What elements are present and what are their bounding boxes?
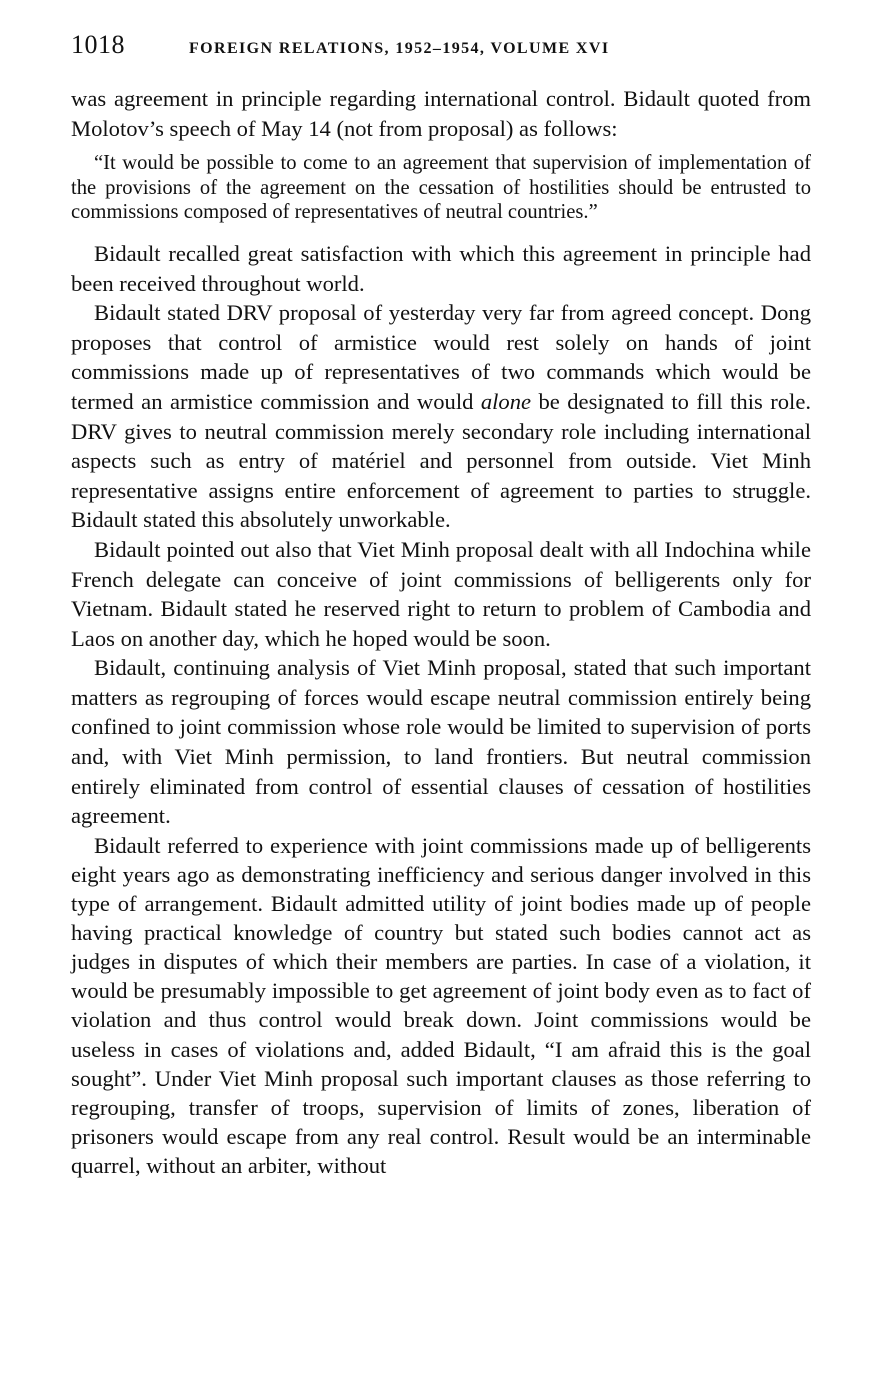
page-header: [71, 30, 811, 72]
paragraph-3-italic: alone: [480, 388, 532, 414]
block-quote: “It would be possible to come to an agreement that supervision of implementation of the provisions of the agreement on the cessation of hostilities should be entrusted to commissions composed of representatives of neutral countries.”: [71, 152, 811, 224]
page-number: 1018: [71, 30, 125, 59]
paragraph-5: Bidault, continuing analysis of Viet Minh proposal, stated that such important matters as regrouping of forces would escape neutral commission entirely being confined to joint commission whose role would be limited to supervision of ports and, with Viet Minh permission, to land frontiers. But neutral commission entirely eliminated from control of essential clauses of cessation of hostilities agreement.: [71, 655, 811, 829]
paragraph-1: was agreement in principle regarding international control. Bidault quoted from Molotov’s speech of May 14 (not from proposal) as follows:: [71, 86, 811, 141]
running-title: FOREIGN RELATIONS, 1952–1954, VOLUME XVI: [189, 40, 610, 57]
document-page: [71, 30, 811, 1180]
paragraph-4: Bidault pointed out also that Viet Minh proposal dealt with all Indochina while French delegate can conceive of joint commissions of belligerents only for Vietnam. Bidault stated he reserved right to return to problem of Cambodia and Laos on another day, which he hoped would be soon.: [71, 536, 811, 651]
paragraph-3-text-b: be designated to fill this role. DRV gives to neutral commission merely secondary role including international aspects such as entry of matériel and personnel from outside. Viet Minh representative assigns entire enforcement of agreement to parties to struggle. Bidault stated this absolutely unworkable.: [71, 388, 811, 533]
paragraph-3: [71, 298, 811, 535]
paragraph-6: Bidault referred to experience with joint commissions made up of belligerents eight years ago as demonstrating inefficiency and serious danger involved in this type of arrangement. Bidault admitted utility of joint bodies made up of people having practical knowledge of country but stated such bodies cannot act as judges in disputes of which their members are parties. In case of a violation, it would be presumably impossible to get agreement of joint body even as to fact of violation and thus control would break down. Joint commissions would be useless in cases of violations and, added Bidault, “I am afraid this is the goal sought”. Under Viet Minh proposal such important clauses as those referring to regrouping, transfer of troops, supervision of limits of zones, liberation of prisoners would escape from any real control. Result would be an interminable quarrel, without an arbiter, without: [71, 832, 811, 1178]
paragraph-2: Bidault recalled great satisfaction with which this agreement in principle had been received throughout world.: [71, 240, 811, 296]
paragraph-3-text-a: Bidault stated DRV proposal of yesterday very far from agreed concept. Dong proposes that control of armistice would rest solely on hands of joint commissions made up of representatives of two commands which would be termed an armistice commission and would: [71, 300, 811, 414]
